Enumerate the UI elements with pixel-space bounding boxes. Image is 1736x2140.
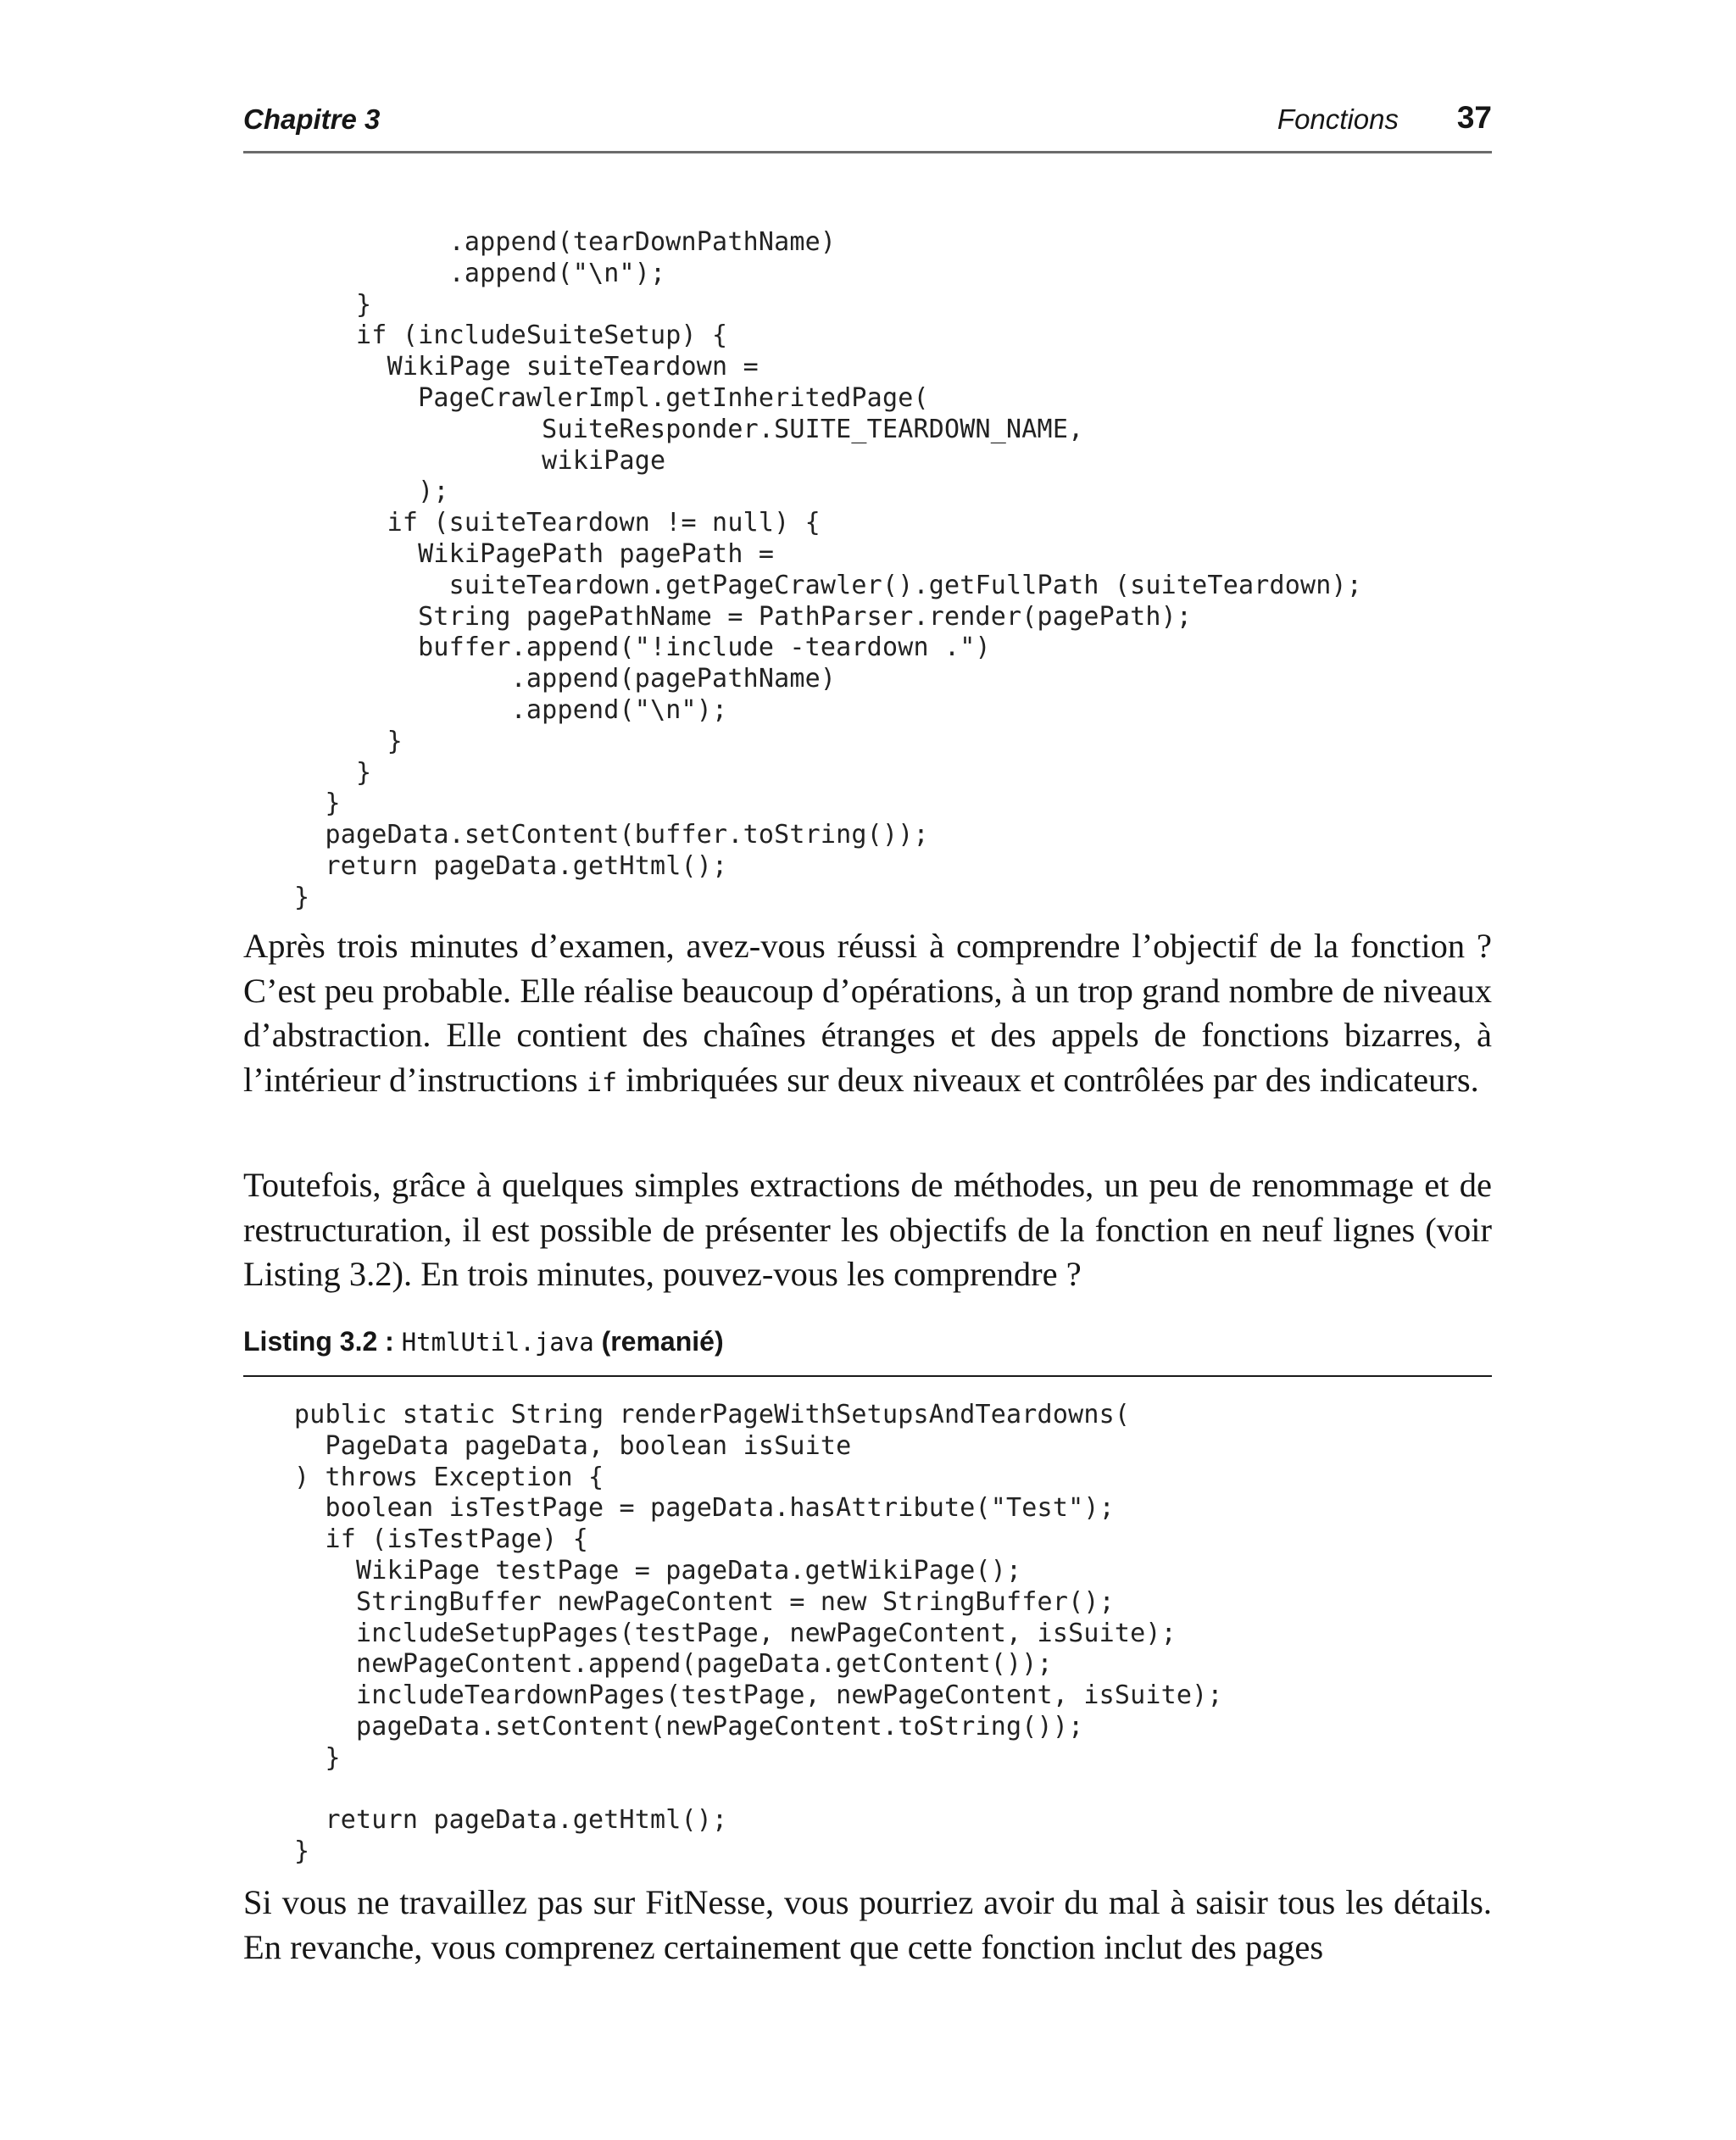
paragraph-text: Après trois minutes d’examen, avez-vous réussi à comprendre l’objectif de la fonction ? C’est peu probable. Elle réalise beaucoup d’opérations, à un trop grand nombre de niveaux d’abstraction. Elle contient des chaînes étranges et des appels de fonctions bizarres, à l’intérieur d’instructions [243,927,1492,1099]
code-block-listing: public static String renderPageWithSetupsAndTeardowns( PageData pageData, boolean isSuite ) throws Exception { boolean isTestPage = pageData.hasAttribute("Test"); if (isTestPage) { WikiPage testPage = pageData.getWikiPage(); StringBuffer newPageContent = new StringBuffer(); includeSetupPages(testPage, newPageContent, isSuite); newPageContent.append(pageData.getContent()); includeTeardownPages(testPage, newPageContent, isSuite); pageData.setContent(newPageContent.toString()); } return pageData.getHtml(); } [294,1400,1223,1867]
page-number: 37 [1456,100,1492,135]
listing-label: Listing 3.2 : [243,1326,402,1357]
listing-file: HtmlUtil.java [401,1328,594,1357]
paragraph-refactoring: Toutefois, grâce à quelques simples extractions de méthodes, un peu de renommage et de restructuration, il est possible de présenter les objectifs de la fonction en neuf lignes (voir Listing 3.2). En trois minutes, pouvez-vous les comprendre ? [243,1166,1492,1293]
paragraph-conclusion: Si vous ne travaillez pas sur FitNesse, vous pourriez avoir du mal à saisir tous les détails. En revanche, vous comprenez certainement que cette fonction inclut des pages [243,1883,1492,1966]
listing-rule [243,1375,1492,1377]
code-block-continuation: .append(tearDownPathName) .append("\n"); } if (includeSuiteSetup) { WikiPage suiteTeardown = PageCrawlerImpl.getInheritedPage( SuiteResponder.SUITE_TEARDOWN_NAME, wikiPage ); if (suiteTeardown != null) { WikiPagePath pagePath = suiteTeardown.getPageCrawler().getFullPath (suiteTeardown); String pagePathName = PathParser.render(pagePath); buffer.append("!include -teardown .") .append(pagePathName) .append("\n"); } } } pageData.setContent(buffer.toString()); return pageData.getHtml(); } [294,227,1363,912]
listing-suffix: (remanié) [593,1326,724,1357]
paragraph-text: imbriquées sur deux niveaux et contrôlées par des indicateurs. [617,1060,1479,1099]
paragraph-analysis [243,924,1492,1106]
inline-code: if [586,1067,618,1098]
header-rule [243,151,1492,153]
chapter-label: Chapitre 3 [243,103,381,135]
running-head [243,100,1492,151]
section-title: Fonctions [1277,103,1399,135]
listing-caption [243,1326,724,1357]
